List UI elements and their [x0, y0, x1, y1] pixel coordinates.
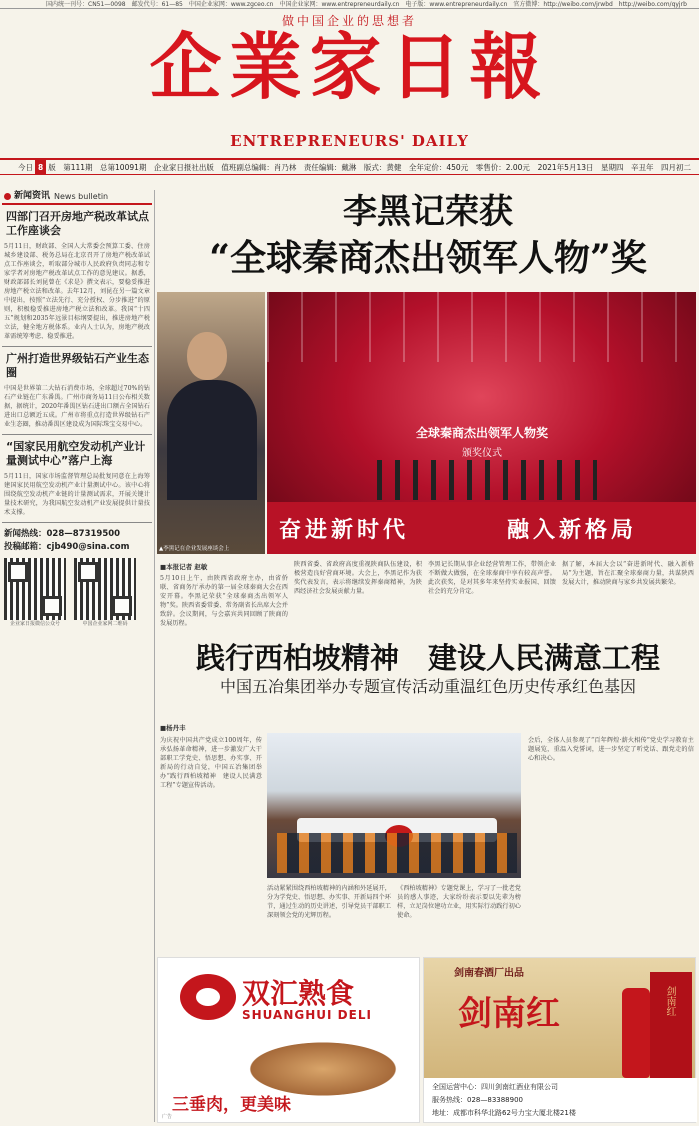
bulletin-title-1[interactable]: 四部门召开房地产税改革试点工作座谈会	[6, 210, 149, 237]
banner-subtitle: 颁奖仪式	[462, 448, 502, 459]
section-header	[2, 190, 152, 205]
article-2-col-4: 会后，全体人员参观了“百年辉煌·薪火相传”党史学习教育主题展览，重温入党誓词，进一步坚定了听党话、跟党走的信心和决心。	[528, 737, 694, 762]
issue-info-bar	[0, 158, 699, 175]
qr-block-1	[4, 558, 66, 629]
ad-producer: 剑南春酒厂出品	[454, 968, 524, 979]
article-2-col-2: 活动紧紧围绕西柏坡精神的内涵和外延展开，分为学党史、悟思想、办实事、开新局四个环节，通过生动的历史讲述，引导党员干部职工深刻领会党的光辉历程。	[267, 885, 391, 919]
qr-code-icon	[74, 558, 136, 620]
page-count-badge: 8	[35, 160, 46, 175]
divider	[2, 522, 152, 523]
meeting-photo	[267, 733, 521, 878]
award-ceremony-photo	[267, 292, 696, 554]
stage-slogan-right: 融入新格局	[507, 517, 638, 543]
news-bulletin-column	[2, 190, 152, 1126]
qr-code-icon	[4, 558, 66, 620]
bullet-icon	[4, 193, 11, 200]
divider	[2, 346, 152, 347]
gift-box-image	[650, 972, 692, 1082]
stage-lights	[267, 292, 696, 362]
stage-slogan-left: 奋进新时代	[279, 517, 410, 543]
ad-address: 地址：成都市科华北路62号力宝大厦北楼21楼	[432, 1109, 576, 1117]
ad-brand-cn: 双汇熟食	[242, 977, 355, 1010]
ad-operator: 全国运营中心：四川剑南红酒业有限公司	[432, 1083, 558, 1091]
gift-box-text: 剑南红	[664, 986, 675, 1016]
bulletin-body-1: 5月11日，财政部、全国人大常委会预算工委、住房城乡建设部、税务总局在北京召开了房地产税改革试点工作座谈会，听取部分城市人民政府负责同志和专家学者对房地产税改革试点工作的意见建议。据悉，财政部部长刘昆曾在《求是》撰文表示，要稳妥推进房地产税立法和改革。去年12月，刘昆在另一篇文章中提出，按照“立法先行、充分授权、分步推进”的原则，积极稳妥推进房地产税立法和改革。我国“十四五”规划和2035年远景目标纲要提出，推进房地产税立法，健全地方税体系。业内人士认为，房地产税改革需统筹考虑、稳妥推进。	[4, 243, 150, 340]
article-1-col-4: 据了解，本届大会以“奋进新时代、融入新格局”为主题，旨在汇聚全球秦商力量，共谋陕西发展大计，推动陕商与家乡共发展共繁荣。	[562, 561, 694, 586]
attendees	[277, 833, 517, 873]
stage-backdrop	[267, 502, 696, 554]
article-byline-1: ■本报记者 赵敏	[160, 563, 208, 571]
person-face	[187, 332, 227, 380]
article-byline-2: ■杨丹丰	[160, 724, 186, 732]
ad-slogan: 三垂肉，更美味	[172, 1095, 291, 1115]
qr-label-1: 企业家日报微信公众号	[9, 621, 60, 627]
article-2-col-1: 为庆祝中国共产党成立100周年，传承弘扬革命精神，进一步激发广大干部职工学党史、悟思想、办实事、开新局的行动自觉，中国五冶集团举办“践行西柏坡精神 建设人民满意工程”专题宣传活动。	[160, 737, 262, 789]
second-headline[interactable]	[160, 640, 696, 698]
section-title: 新闻资讯	[14, 191, 51, 201]
lead-headline-line-2: “全球秦商杰出领军人物”奖	[209, 237, 647, 279]
liquor-bottle-image	[622, 988, 650, 1078]
masthead-slogan: 做中国企业的思想者	[281, 14, 417, 28]
top-info-bar: 国内统一刊号：CN51—0098 邮发代号：61—85 中国企业家网：www.zgceo.cn 中国企业家网：www.entrepreneurdaily.cn 电子版：www.entrepreneurdaily.cn 官方微博：http://weibo.com/jrwbd http://weibo.com/qyjrb	[0, 0, 699, 9]
ceremony-banner	[367, 424, 597, 459]
masthead-english: ENTREPRENEURS' DAILY	[230, 132, 469, 150]
qr-code-row	[2, 558, 152, 629]
qr-block-2	[74, 558, 136, 629]
ad-hotline: 服务热线：028—83388900	[432, 1096, 523, 1104]
ad-brand-en: SHUANGHUI DELI	[242, 1008, 372, 1022]
submission-email[interactable]: 投稿邮箱：cjb490@sina.com	[4, 542, 130, 552]
bulletin-body-3: 5月11日，国家市场监督管理总局批复同意在上海筹建国家民用航空发动机产业计量测试中心。该中心将围绕航空发动机产业链的计量测试需求，开展关键计量技术研究，为我国航空发动机产业发展提供计量技术支撑。	[4, 473, 150, 516]
shuanghui-advertisement[interactable]	[157, 957, 420, 1123]
ad-label: 广告	[162, 1114, 173, 1120]
banner-title: 全球秦商杰出领军人物奖	[415, 426, 548, 440]
person-suit	[167, 380, 257, 500]
divider	[2, 434, 152, 435]
lead-headline[interactable]	[160, 190, 696, 282]
issue-date: 2021年5月13日 星期四 辛丑年 四月初二	[537, 163, 691, 172]
award-recipients	[377, 460, 597, 500]
second-headline-line-1: 践行西柏坡精神 建设人民满意工程	[195, 641, 660, 675]
jiannanhong-advertisement[interactable]	[423, 957, 696, 1123]
ad-contact-info	[424, 1078, 697, 1122]
article-1-col-3: 李黑记长期从事企业经营管理工作，带领企业不断做大做强，在全球秦商中享有较高声誉。此次获奖，是对其多年来坚持实业报国、回馈社会的充分肯定。	[428, 561, 556, 595]
pig-logo-icon	[180, 974, 236, 1020]
column-divider	[154, 190, 155, 1122]
lead-headline-line-1: 李黑记荣获	[343, 192, 513, 232]
bulletin-title-3[interactable]: “国家民用航空发动机产业计量测试中心”落户上海	[6, 440, 146, 467]
bulletin-title-2[interactable]: 广州打造世界级钻石产业生态圈	[6, 352, 149, 379]
qr-label-2: 中国企业家网二维码	[82, 621, 128, 627]
article-1-col-2: 陕西省委、省政府高度重视陕商队伍建设，积极营造良好营商环境。大会上，李黑记作为获奖代表发言，表示将继续发挥秦商精神，为陕西经济社会发展贡献力量。	[294, 561, 422, 595]
today-label: 今日	[18, 163, 33, 172]
ad-brand-logo: 剑南红	[458, 994, 560, 1034]
article-2-col-3: 《西柏坡精神》专题党课上，学习了一批老党员的感人事迹，大家纷纷表示要以先辈为榜样，立足岗位建功立业，用实际行动践行初心使命。	[397, 885, 521, 919]
photo-caption: ▲李黑记在企业发展座谈会上	[159, 546, 230, 552]
second-headline-line-2: 中国五冶集团举办专题宣传活动重温红色历史传承红色基因	[219, 677, 636, 696]
issue-info-text: 版 第111期 总第10091期 企业家日报社出版 值班副总编辑：肖乃林 责任编辑：戴淋 版式：黄健 全年定价：450元 零售价：2.00元	[48, 163, 530, 172]
article-1-col-1: 5月10日上午，由陕西省政府主办，由省侨联、省商务厅承办的第一届全球秦商大会在西安开幕。李黑记荣获“全球秦商杰出领军人物”奖。陕西省委常委、常务副省长出席大会并致辞。会议期间，与会嘉宾共同回顾了陕商的发展历程。	[160, 575, 288, 627]
section-title-en: News bulletin	[54, 192, 109, 201]
bulletin-body-2: 中国是世界第二大钻石消费市场，全球超过70%的钻石产业链在广东番禺。广州市商务局11日公布相关数据，据统计，2020年番禺区钻石进出口额占全国钻石进出口总额近五成。广州市将重点打造世界级钻石产业生态圈，推动番禺区建设成为国际珠宝交易中心。	[4, 385, 150, 428]
news-hotline: 新闻热线：028—87319500	[4, 529, 121, 539]
masthead-logo: 企業家日報	[149, 24, 550, 109]
portrait-photo	[157, 292, 265, 554]
